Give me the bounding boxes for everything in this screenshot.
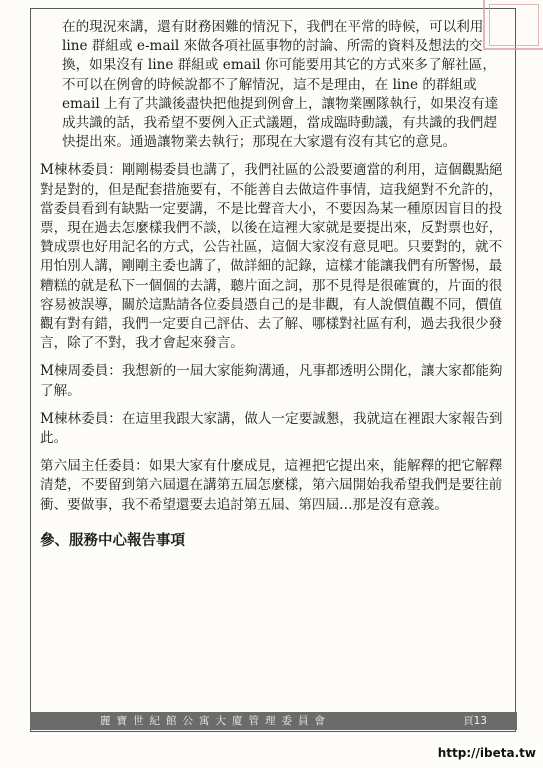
speech-text: 剛剛楊委員也講了，我們社區的公設要適當的利用，這個觀點絕對是對的，但是配套措施要有，不能善自去做這件事情，這我絕對不允許的，當委員看到有缺點一定要講，不是比聲音大小，不要因為某一種原因盲目的投票，現在過去怎麼樣我們不談，以後在這裡大家就是要提出來，反對票也好，贊成票也好用記名的方式，公告社區，這個大家沒有意見吧。只要對的，就不用怕別人講，剛剛主委也講了，做詳細的記錄，這樣才能讓我們有所警惕，最糟糕的就是私下一個個的去講，聽片面之詞，那不見得是很確實的，片面的很容易被誤導，關於這點請各位委員憑自己的是非觀，有人說價值觀不同，價值觀有對有錯，我們一定要自己評估、去了解、哪樣對社區有利，過去我很少發言，除了不對，我才會起來發言。 — [40, 162, 503, 352]
section-heading: 參、服務中心報告事項 — [40, 532, 185, 549]
speech-text: 在這里我跟大家講，做人一定要誠懇，我就這在裡跟大家報告到此。 — [40, 410, 503, 447]
speaker-label: M棟林委員： — [40, 410, 122, 427]
speech-lin-1 — [40, 161, 506, 353]
speech-chairman — [40, 457, 506, 515]
speech-zhou — [40, 362, 506, 400]
document-body — [40, 18, 506, 550]
paragraph-continuation: 在的現況來講，還有財務困難的情況下，我們在平常的時候，可以利用 line 群組或 e-mail 來做各項社區事物的討論、所需的資料及想法的交換，如果沒有 line 群組或 email 你可能要用其它的方式來多了解社區，不可以在例會的時候說都不了解情況，這不是理由，在 line 的群組或 email 上有了共識後盡快把他提到例會上，讓物業團隊執行，如果沒有達成共識的話，我希望不要例入正式議題，當成臨時動議，有共識的我們趕快提出來。通過讓物業去執行；那現在大家還有沒有其它的意見。 — [62, 19, 499, 151]
speech-text: 我想新的一屆大家能夠溝通，凡事都透明公開化，讓大家都能夠了解。 — [40, 363, 503, 399]
speaker-label: M棟周委員： — [40, 363, 122, 380]
speaker-label: M棟林委員： — [40, 162, 122, 179]
footer-title: 麗寶世紀館公寓大廈管理委員會 — [100, 715, 331, 727]
speech-text: 如果大家有什麼成見，這裡把它提出來，能解釋的把它解釋清楚，不要留到第六屆還在講第五屆怎麼樣，第六屆開始我希望我們是要往前衝、要做事，我不希望還要去追討第五屆、第四屆…那是沒有意義。 — [40, 458, 503, 513]
watermark: http://ibeta.tw — [435, 746, 539, 760]
footer-bar — [30, 712, 517, 730]
speaker-label: 第六屆主任委員： — [40, 458, 149, 475]
page-number: 頁13 — [463, 715, 487, 727]
speech-lin-2 — [40, 410, 506, 448]
